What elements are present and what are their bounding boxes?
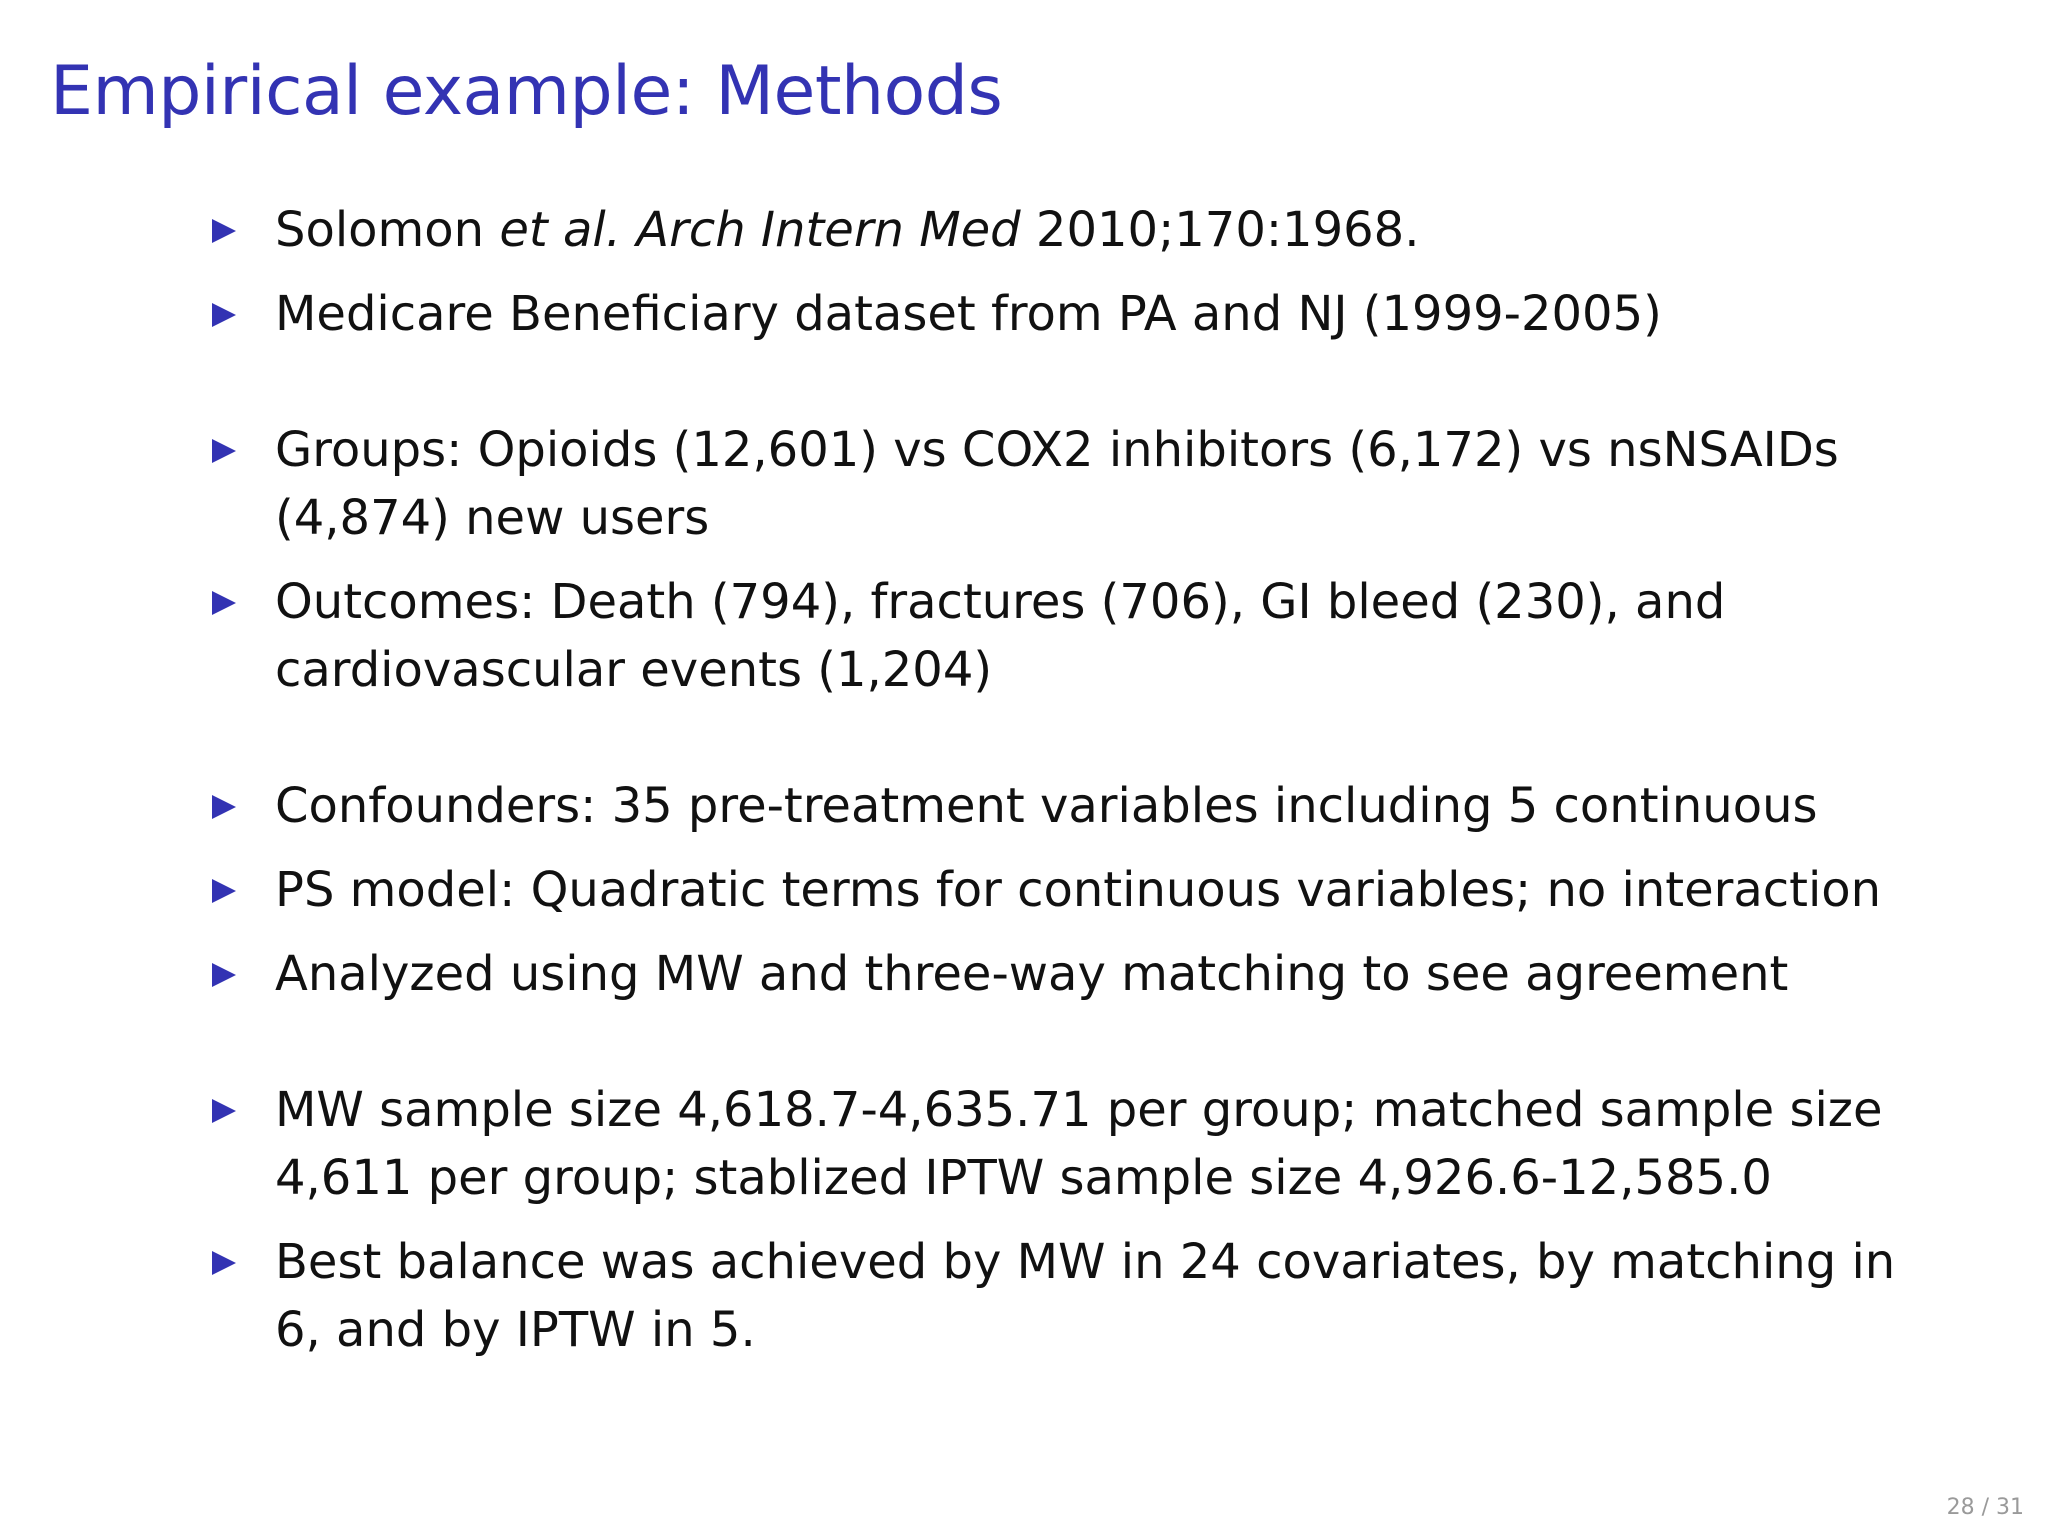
triangle-bullet-icon — [212, 795, 236, 819]
page-number: 28 / 31 — [1946, 1495, 2024, 1520]
triangle-bullet-icon — [212, 879, 236, 903]
bullet-text: MW sample size 4,618.7-4,635.71 per group; matched sample size 4,611 per group; stablized IPTW sample size 4,926.6-12,585.0 — [275, 1082, 1883, 1206]
triangle-bullet-icon — [212, 963, 236, 987]
bullet-text: Groups: Opioids (12,601) vs COX2 inhibitors (6,172) vs nsNSAIDs (4,874) new users — [275, 422, 1839, 546]
bullet-text: Outcomes: Death (794), fractures (706), GI bleed (230), and cardiovascular events (1,204) — [275, 574, 1726, 698]
list-item — [212, 1076, 1912, 1212]
list-item — [212, 568, 1912, 704]
list-item — [212, 1228, 1912, 1364]
list-item — [212, 280, 1912, 348]
bullet-text: Analyzed using MW and three-way matching to see agreement — [275, 946, 1789, 1002]
triangle-bullet-icon — [212, 439, 236, 463]
triangle-bullet-icon — [212, 303, 236, 327]
bullet-text: PS model: Quadratic terms for continuous variables; no interaction — [275, 862, 1882, 918]
citation-journal: Arch Intern Med — [636, 202, 1021, 258]
slide-title: Empirical example: Methods — [50, 52, 1003, 131]
bullet-text: Best balance was achieved by MW in 24 covariates, by matching in 6, and by IPTW in 5. — [275, 1234, 1896, 1358]
list-item — [212, 940, 1912, 1008]
list-item — [212, 196, 1912, 264]
triangle-bullet-icon — [212, 1099, 236, 1123]
triangle-bullet-icon — [212, 1251, 236, 1275]
bullet-text: Medicare Beneficiary dataset from PA and NJ (1999-2005) — [275, 286, 1662, 342]
triangle-bullet-icon — [212, 591, 236, 615]
citation-et-al: et al. — [499, 202, 621, 258]
list-item — [212, 856, 1912, 924]
list-item — [212, 416, 1912, 552]
list-item — [212, 772, 1912, 840]
bullet-list — [212, 196, 1912, 1380]
bullet-text: Confounders: 35 pre-treatment variables including 5 continuous — [275, 778, 1818, 834]
citation-reference: 2010;170:1968. — [1035, 202, 1420, 258]
citation-author: Solomon — [275, 202, 485, 258]
triangle-bullet-icon — [212, 219, 236, 243]
